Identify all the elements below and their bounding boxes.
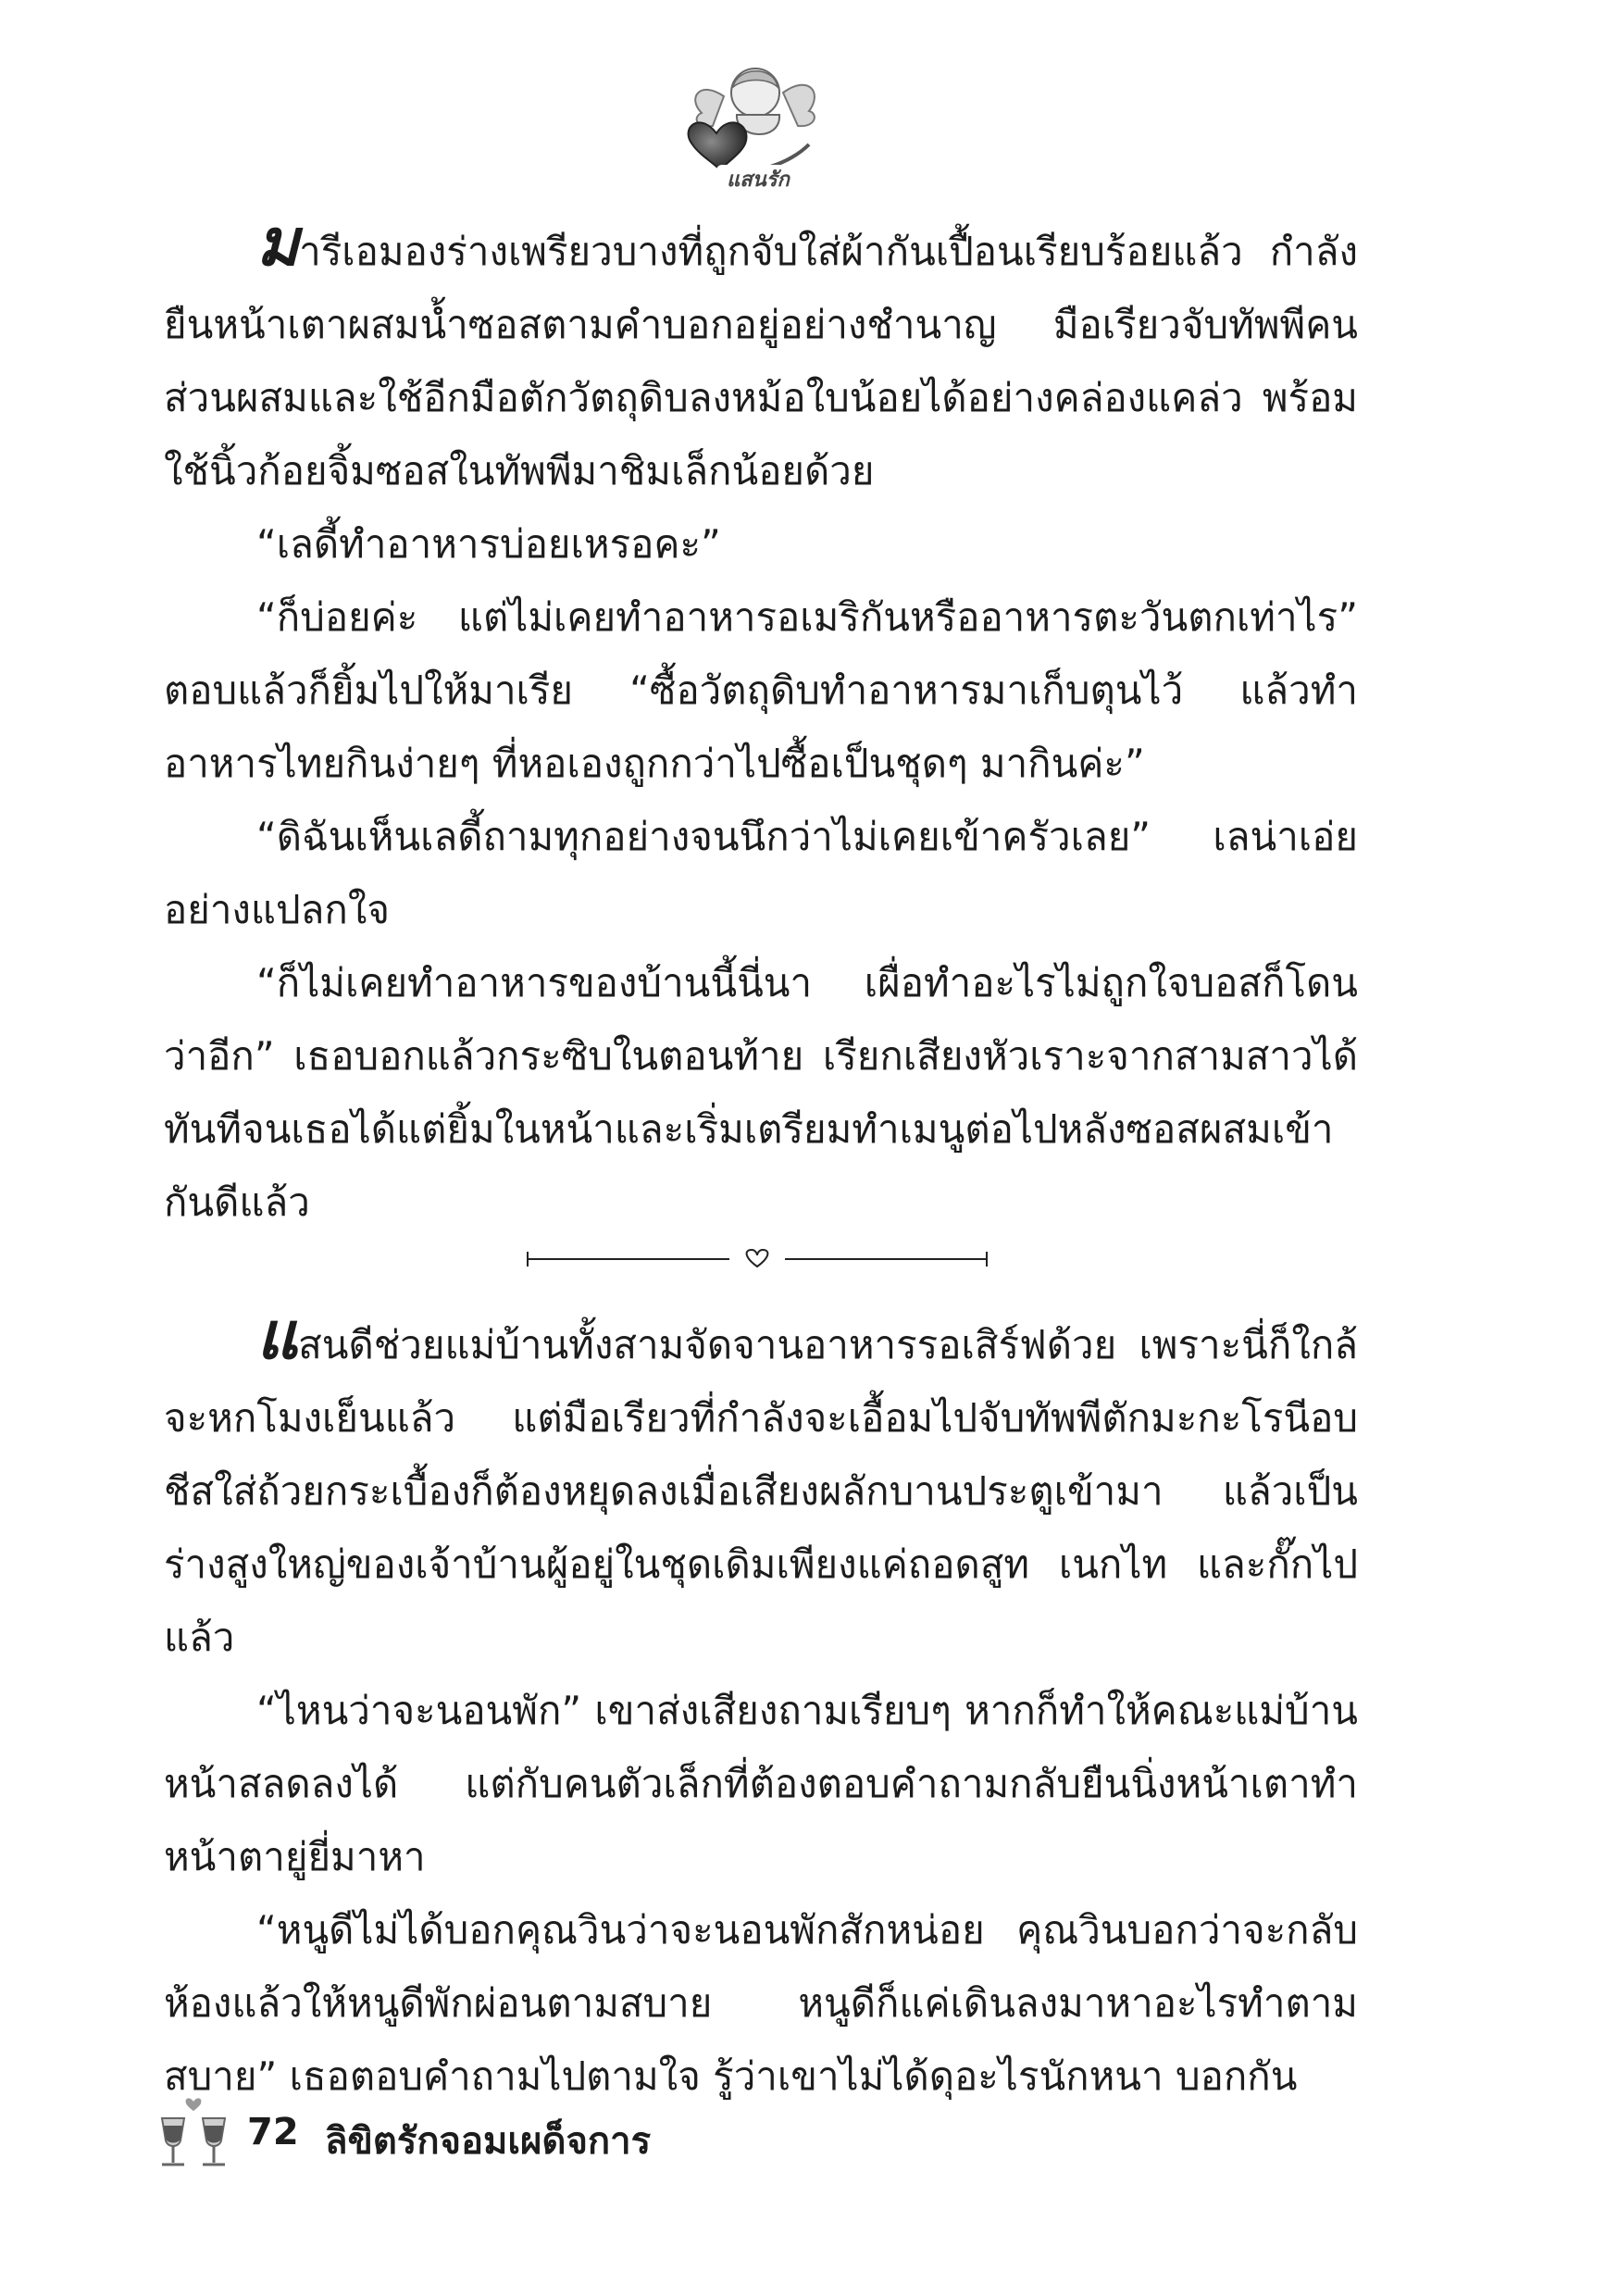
paragraph-8: “หนูดีไม่ได้บอกคุณวินว่าจะนอนพักสักหน่อย คุณวินบอกว่าจะกลับห้องแล้วให้หนูดีพักผ่อนตามสบาย หนูดีก็แค่เดินลงมาหาอะไรทำตามสบาย” เธอตอบคำถามไปตามใจ รู้ว่าเขาไม่ได้ดุอะไรนักหนา บอกกัน [164,1907,1358,2099]
paragraph-text: ารีเอมองร่างเพรียวบางที่ถูกจับใส่ผ้ากันเปื้อนเรียบร้อยแล้ว กำลังยืนหน้าเตาผสมน้ำซอสตามคำบอกอยู่อย่างชำนาญ มือเรียวจับทัพพีคนส่วนผสมและใช้อีกมือตักวัตถุดิบลงหม้อใบน้อยได้อย่างคล่องแคล่ว พร้อมใช้นิ้วก้อยจิ้มซอสในทัพพีมาชิมเล็กน้อยด้วย [164,229,1358,493]
section-divider [526,1244,989,1272]
section-1 [164,205,1358,1239]
paragraph-3: “ก็บ่อยค่ะ แต่ไม่เคยทำอาหารอเมริกันหรืออาหารตะวันตกเท่าไร” ตอบแล้วก็ยิ้มไปให้มาเรีย “ซื้อวัตถุดิบทำอาหารมาเก็บตุนไว้ แล้วทำอาหารไทยกินง่ายๆ ที่หอเองถูกกว่าไปซื้อเป็นชุดๆ มากินค่ะ” [164,594,1358,786]
paragraph-7: “ไหนว่าจะนอนพัก” เขาส่งเสียงถามเรียบๆ หากก็ทำให้คณะแม่บ้านหน้าสลดลงได้ แต่กับคนตัวเล็กที่ต้องตอบคำถามกลับยืนนิ่งหน้าเตาทำหน้าตายู่ยี่มาหา [164,1688,1358,1879]
drop-cap: ม [256,205,300,281]
page-number: 72 [247,2111,299,2153]
paragraph-5: “ก็ไม่เคยทำอาหารของบ้านนี้นี่นา เผื่อทำอะไรไม่ถูกใจบอสก็โดนว่าอีก” เธอบอกแล้วกระซิบในตอนท้าย เรียกเสียงหัวเราะจากสามสาวได้ทันทีจนเธอได้แต่ยิ้มในหน้าและเริ่มเตรียมทำเมนูต่อไปหลังซอสผสมเข้ากันดีแล้ว [164,960,1358,1225]
paragraph-text: สนดีช่วยแม่บ้านทั้งสามจัดจานอาหารรอเสิร์ฟด้วย เพราะนี่ก็ใกล้จะหกโมงเย็นแล้ว แต่มือเรียวที่กำลังจะเอื้อมไปจับทัพพีตักมะกะโรนีอบชีสใส่ถ้วยกระเบื้องก็ต้องหยุดลงเมื่อเสียงผลักบานประตูเข้ามา แล้วเป็นร่างสูงใหญ่ของเจ้าบ้านผู้อยู่ในชุดเดิมเพียงแค่ถอดสูท เนกไท และกั๊กไปแล้ว [164,1322,1358,1660]
paragraph-6 [164,1298,1358,1674]
paragraph-4: “ดิฉันเห็นเลดี้ถามทุกอย่างจนนึกว่าไม่เคยเข้าครัวเลย” เลน่าเอ่ยอย่างแปลกใจ [164,814,1358,932]
section-2 [164,1298,1358,2113]
book-title: ลิขิตรักจอมเผด็จการ [325,2120,652,2163]
heart-ornament-icon [526,1244,989,1272]
drop-cap: แ [256,1298,299,1374]
paragraph-2: “เลดี้ทำอาหารบ่อยเหรอคะ” [256,521,721,567]
page-footer [153,2092,801,2176]
paragraph-1 [164,205,1358,507]
wine-glasses-heart-icon [153,2092,238,2172]
logo-text: แสนรัก [727,168,790,192]
publisher-logo [679,56,828,193]
